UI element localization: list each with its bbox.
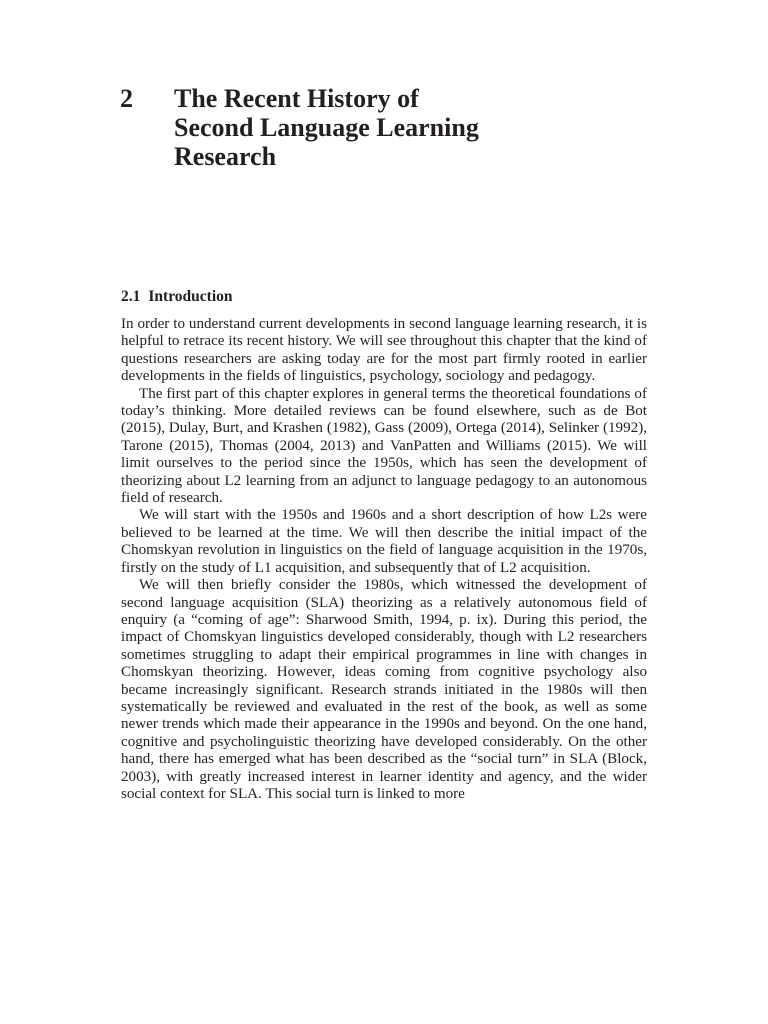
section-title: Introduction (148, 288, 233, 305)
chapter-heading (120, 84, 680, 171)
paragraph: We will then briefly consider the 1980s, which witnessed the development of second language acquisition (SLA) theorizing as a relatively autonomous field of enquiry (a “coming of age”: Sharwood Smith, 1994, p. ix). During this period, the impact of Chomskyan linguistics developed considerably, though with L2 researchers sometimes struggling to adapt their empirical programmes in line with changes in Chomskyan theorizing. However, ideas coming from cognitive psychology also became increasingly significant. Research strands initiated in the 1980s will then systematically be reviewed and evaluated in the rest of the book, as well as some newer trends which made their appearance in the 1990s and beyond. On the one hand, cognitive and psycholinguistic theorizing have developed considerably. On the other hand, there has emerged what has been described as the “social turn” in SLA (Block, 2003), with greatly increased interest in learner identity and agency, and the wider social context for SLA. This social turn is linked to more (121, 577, 647, 802)
paragraph: In order to understand current developments in second language learning research, it is helpful to retrace its recent history. We will see throughout this chapter that the kind of questions researchers are asking today are for the most part firmly rooted in earlier developments in the fields of linguistics, psychology, sociology and pedagogy. (121, 316, 647, 385)
chapter-title (174, 84, 479, 171)
section-number: 2.1 (121, 288, 141, 305)
chapter-title-line: Research (174, 142, 277, 171)
chapter-title-line: The Recent History of (174, 84, 419, 113)
paragraph: The first part of this chapter explores in general terms the theoretical foundations of today’s thinking. More detailed reviews can be found elsewhere, such as de Bot (2015), Dulay, Burt, and Krashen (1982), Gass (2009), Ortega (2014), Selinker (1992), Tarone (2015), Thomas (2004, 2013) and VanPatten and Williams (2015). We will limit ourselves to the period since the 1950s, which has seen the development of theorizing about L2 learning from an adjunct to language pedagogy to an autonomous field of research. (121, 385, 647, 507)
body-text (121, 316, 647, 803)
paragraph: We will start with the 1950s and 1960s and a short description of how L2s were believed to be learned at the time. We will then describe the initial impact of the Chomskyan revolution in linguistics on the field of language acquisition in the 1970s, firstly on the study of L1 acquisition, and subsequently that of L2 acquisition. (121, 507, 647, 576)
chapter-title-line: Second Language Learning (174, 113, 479, 142)
section-heading (121, 288, 233, 306)
chapter-number: 2 (120, 84, 133, 113)
